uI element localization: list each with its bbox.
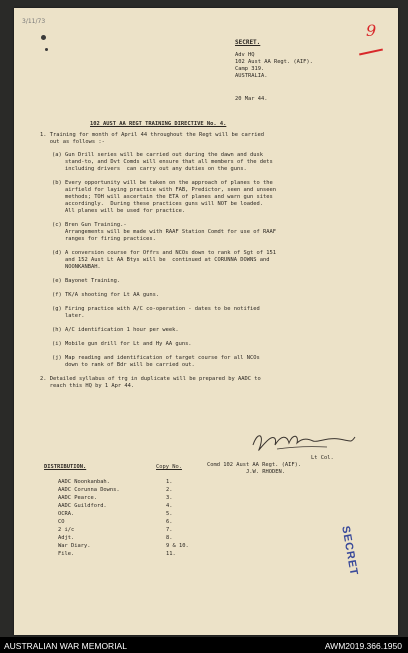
item-line: (i) Mobile gun drill for Lt and Hy AA guns. <box>52 341 192 347</box>
distribution-copy-no: 6. <box>166 519 173 525</box>
distribution-recipient: AADC Guildford. <box>58 503 107 509</box>
distribution-copy-no: 7. <box>166 527 173 533</box>
classification-header: SECRET. <box>235 39 261 46</box>
distribution-recipient: War Diary. <box>58 543 91 549</box>
item-line: Arrangements will be made with RAAF Station Comdt for use of RAAF <box>52 229 276 235</box>
item-line: NOONKANBAH. <box>52 264 101 270</box>
footer-accession: AWM2019.366.1950 <box>324 641 402 651</box>
distribution-copy-no: 5. <box>166 511 173 517</box>
paragraph-line: 1. Training for month of April 44 throughout the Regt will be carried <box>40 132 264 138</box>
distribution-heading: DISTRIBUTION. <box>44 464 87 470</box>
signatory-name: J.W. RHODEN. <box>246 469 285 475</box>
item-line: All planes will be used for practice. <box>52 208 186 214</box>
distribution-copy-no: 11. <box>166 551 176 557</box>
item-line: airfield for laying practice with FAB, Predictor, seen and unseen <box>52 187 276 193</box>
item-line: ranges for firing practices. <box>52 236 156 242</box>
distribution-copy-no: 1. <box>166 479 173 485</box>
distribution-copy-no: 4. <box>166 503 173 509</box>
item-line: (c) Bren Gun Training.- <box>52 222 127 228</box>
distribution-recipient: AADC Corunna Downs. <box>58 487 120 493</box>
distribution-recipient: 2 i/c <box>58 527 75 533</box>
item-line: including drivers can carry out any duties on the guns. <box>52 166 247 172</box>
distribution-recipient: OCRA. <box>58 511 75 517</box>
header-line: 102 Aust AA Regt. (AIF). <box>235 59 313 65</box>
distribution-copy-no: 9 & 10. <box>166 543 189 549</box>
signatory-rank: Lt Col. <box>311 455 334 461</box>
directive-title: 102 AUST AA REGT TRAINING DIRECTIVE No. 4. <box>90 121 227 127</box>
item-line: (e) Bayonet Training. <box>52 278 121 284</box>
header-line: AUSTRALIA. <box>235 73 268 79</box>
document-page <box>14 8 398 635</box>
distribution-copy-no: 8. <box>166 535 173 541</box>
item-line: (a) Gun Drill series will be carried out during the dawn and dusk <box>52 152 263 158</box>
item-line: (d) A conversion course for Offrs and NCOs down to rank of Sgt of 151 <box>52 250 276 256</box>
distribution-copy-no: 3. <box>166 495 173 501</box>
punch-hole <box>41 35 46 40</box>
header-line: Adv HQ <box>235 52 255 58</box>
signatory-role: Comd 102 Aust AA Regt. (AIF). <box>207 462 302 468</box>
red-pen-mark <box>359 49 383 56</box>
item-line: (f) TK/A shooting for Lt AA guns. <box>52 292 160 298</box>
item-line: and 152 Aust Lt AA Btys will be continued at CORUNNA DOWNS and <box>52 257 270 263</box>
distribution-recipient: AADC Noonkanbah. <box>58 479 110 485</box>
distribution-recipient: CO <box>58 519 65 525</box>
item-line: later. <box>52 313 85 319</box>
distribution-recipient: Adjt. <box>58 535 75 541</box>
paragraph-line: reach this HQ by 1 Apr 44. <box>40 383 135 389</box>
item-line: (g) Firing practice with A/C co-operation - dates to be notified <box>52 306 260 312</box>
punch-hole <box>45 48 48 51</box>
item-line: (h) A/C identification 1 hour per week. <box>52 327 179 333</box>
footer-bar <box>0 637 408 653</box>
distribution-copy-no: 2. <box>166 487 173 493</box>
distribution-recipient: File. <box>58 551 75 557</box>
distribution-recipient: AADC Pearce. <box>58 495 97 501</box>
item-line: stand-to, and Dvt Comds will ensure that all members of the dets <box>52 159 273 165</box>
item-line: accordingly. During these practices guns will NOT be loaded. <box>52 201 263 207</box>
item-line: down to rank of Bdr will be carried out. <box>52 362 195 368</box>
secret-stamp: SECRET <box>339 525 360 577</box>
item-line: methods; TOH will ascertain the ETA of planes and warn gun sites <box>52 194 273 200</box>
handwritten-signature <box>247 429 357 461</box>
header-line: Camp 319. <box>235 66 265 72</box>
paragraph-line: 2. Detailed syllabus of trg in duplicate will be prepared by AADC to <box>40 376 261 382</box>
red-page-number: 9 <box>366 21 377 40</box>
footer-institution: AUSTRALIAN WAR MEMORIAL <box>4 641 127 651</box>
item-line: (b) Every opportunity will be taken on the approach of planes to the <box>52 180 273 186</box>
header-line: 20 Mar 44. <box>235 96 268 102</box>
item-line: (j) Map reading and identification of target course for all NCOs <box>52 355 260 361</box>
reference-pencil-mark: 3/11/73 <box>22 18 46 25</box>
copy-no-heading: Copy No. <box>156 464 182 470</box>
paragraph-line: out as follows :- <box>40 139 105 145</box>
